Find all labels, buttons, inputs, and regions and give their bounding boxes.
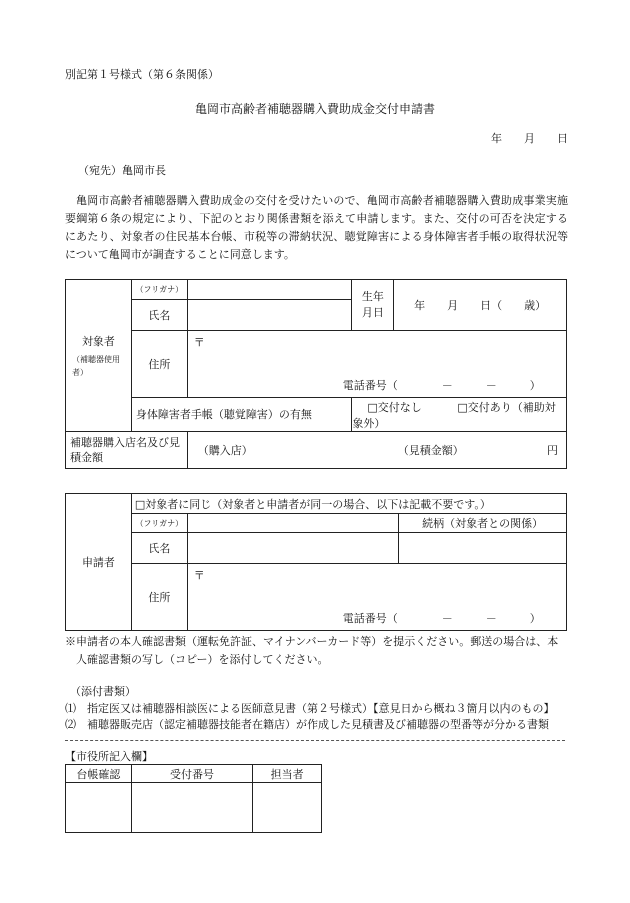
attachment-item-1: ⑴ 指定医又は補聴器相談医による医師意見書（第２号様式）【意見日から概ね３箇月以内のもの】 xyxy=(65,702,555,715)
same-as-target-checkbox[interactable]: □対象者に同じ（対象者と申請者が同一の場合、以下は記載不要です。） xyxy=(131,494,566,514)
page-title: 亀岡市高齢者補聴器購入費助成金交付申請書 xyxy=(194,102,435,116)
attachments-title: （添付書類） xyxy=(70,685,136,698)
applicant-furigana-field[interactable] xyxy=(187,514,399,533)
target-address-label: 住所 xyxy=(131,331,187,398)
birth-label-1: 生年 xyxy=(361,290,384,303)
store-label: 補聴器購入店名及び見積金額 xyxy=(66,432,188,469)
application-date[interactable]: 年 月 日 xyxy=(491,132,568,145)
target-furigana-label: （フリガナ） xyxy=(131,280,187,300)
relation-label: 続柄（対象者との関係） xyxy=(399,514,567,533)
applicant-address-field[interactable] xyxy=(187,564,566,631)
target-name-field[interactable] xyxy=(187,300,352,331)
relation-field[interactable] xyxy=(399,533,567,564)
disability-label: 身体障害者手帳（聴覚障害）の有無 xyxy=(131,398,352,432)
birth-label xyxy=(352,280,394,331)
store-field[interactable] xyxy=(187,432,566,469)
applicant-address-label: 住所 xyxy=(131,564,187,631)
disability-option-none[interactable]: □交付なし xyxy=(367,400,422,414)
target-address-field[interactable] xyxy=(187,331,566,398)
applicant-section-label: 申請者 xyxy=(66,494,132,631)
addressee: （宛先）亀岡市長 xyxy=(78,164,166,177)
id-note-line-2: 人確認書類の写し（コピー）を添付してください。 xyxy=(76,653,329,666)
form-number: 別記第１号様式（第６条関係） xyxy=(65,68,219,81)
office-ledger-field[interactable] xyxy=(66,783,132,833)
store-name-label: （購入店） xyxy=(197,444,253,457)
target-label: 対象者 xyxy=(81,334,115,348)
applicant-furigana-label: （フリガナ） xyxy=(131,514,187,533)
birth-label-2: 月日 xyxy=(361,306,384,319)
yen-label: 円 xyxy=(547,444,558,457)
office-col-staff: 担当者 xyxy=(253,765,322,783)
applicant-table xyxy=(65,493,567,631)
target-person-table xyxy=(65,279,567,469)
office-staff-field[interactable] xyxy=(253,783,322,833)
office-col-ledger: 台帳確認 xyxy=(66,765,132,783)
disability-options xyxy=(352,398,567,432)
office-use-table xyxy=(65,764,322,833)
consent-statement xyxy=(65,192,568,264)
id-note-line-1: ※申請者の本人確認書類（運転免許証、マイナンバーカード等）を提示ください。郵送の場合は、本 xyxy=(65,635,559,648)
office-use-title: 【市役所記入欄】 xyxy=(65,750,153,763)
target-phone: 電話番号（ － － ） xyxy=(342,379,541,392)
cut-line xyxy=(65,740,565,741)
target-name-label: 氏名 xyxy=(131,300,187,331)
office-col-receipt-number: 受付番号 xyxy=(131,765,253,783)
birth-date-field[interactable]: 年 月 日（ 歳） xyxy=(394,280,567,331)
target-note: （補聴器使用者） xyxy=(72,354,120,377)
applicant-name-label: 氏名 xyxy=(131,533,187,564)
estimate-label: （見積金額） xyxy=(397,444,464,457)
target-postal-mark: 〒 xyxy=(193,336,205,349)
office-receipt-field[interactable] xyxy=(131,783,253,833)
target-furigana-field[interactable] xyxy=(187,280,352,300)
attachment-item-2: ⑵ 補聴器販売店（認定補聴器技能者在籍店）が作成した見積書及び補聴器の型番等が分かる書類 xyxy=(65,718,549,731)
target-section-label xyxy=(66,280,132,432)
applicant-name-field[interactable] xyxy=(187,533,399,564)
disability-option-issued[interactable]: □交付あり（補助対象外） xyxy=(352,400,556,430)
applicant-phone: 電話番号（ － － ） xyxy=(342,612,541,625)
applicant-postal-mark: 〒 xyxy=(193,569,205,582)
consent-text: 亀岡市高齢者補聴器購入費助成金の交付を受けたいので、亀岡市高齢者補聴器購入費助成事業実施要綱第６条の規定により、下記のとおり関係書類を添えて申請します。また、交付の可否を決定するにあたり、対象者の住民基本台帳、市税等の滞納状況、聴覚障害による身体障害者手帳の取得状況等について亀岡市が調査することに同意します。 xyxy=(65,194,568,261)
